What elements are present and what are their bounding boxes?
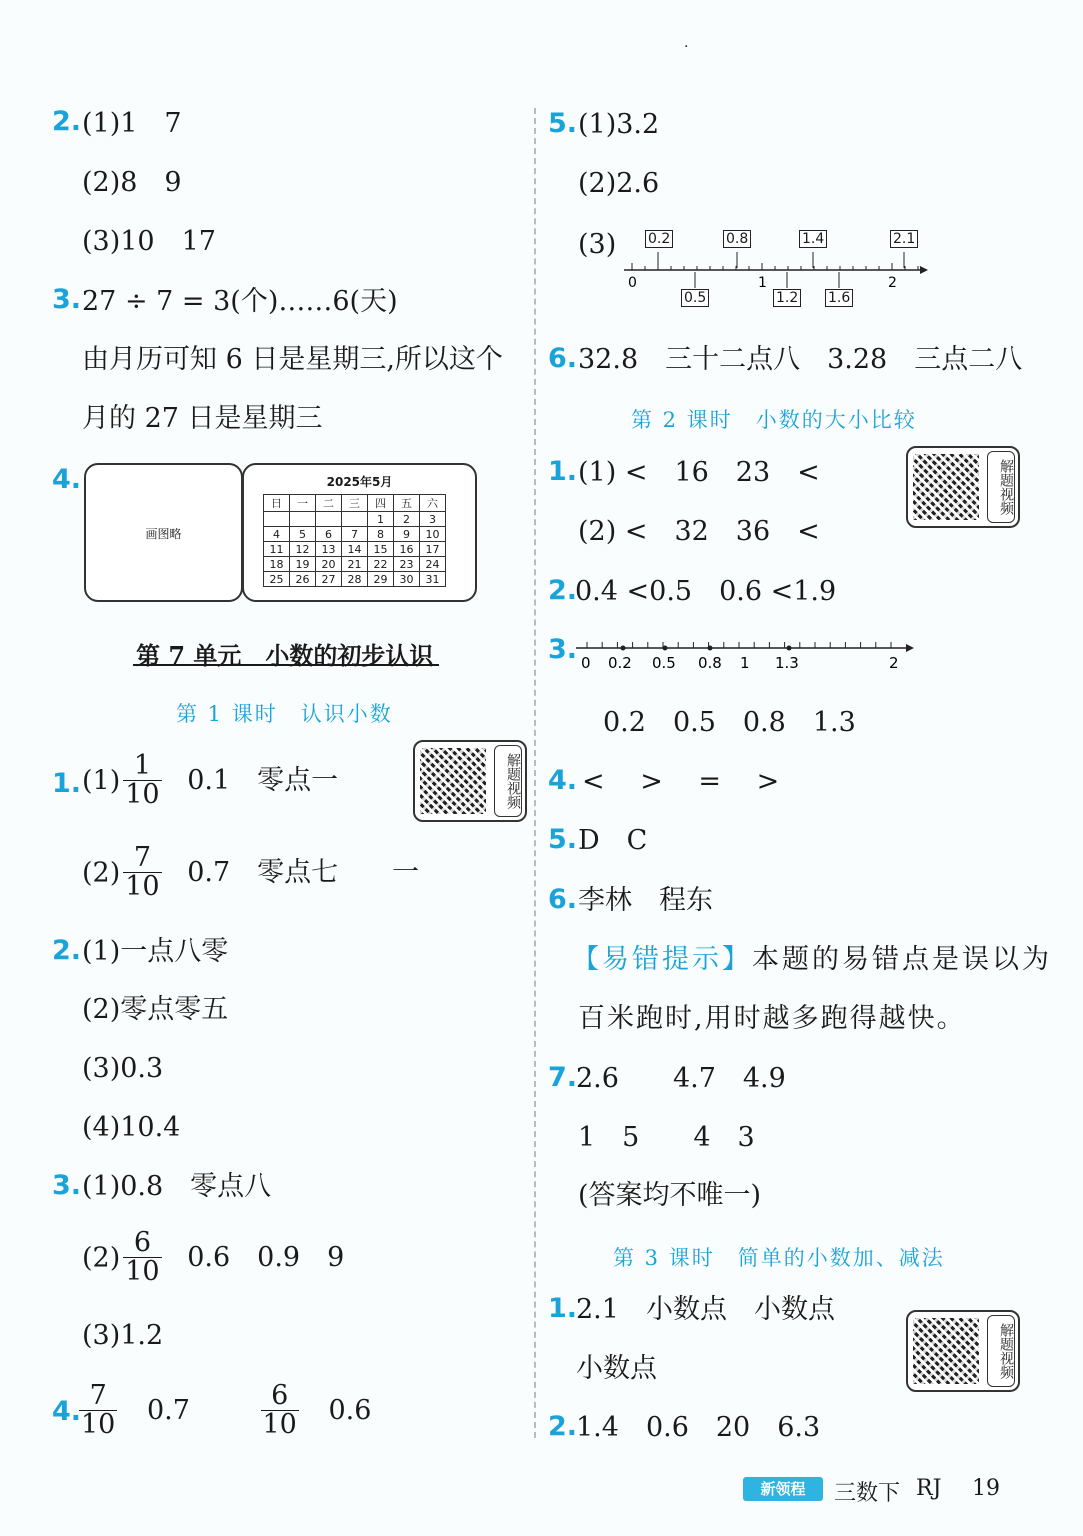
q5-part2: (2)2.6 bbox=[578, 168, 660, 199]
l2q2-number: 2. bbox=[548, 575, 578, 606]
fraction-denominator: 10 bbox=[262, 1409, 297, 1441]
tick-label: 0.5 bbox=[652, 654, 676, 672]
tip-label: 【易错提示】 bbox=[572, 944, 752, 975]
l2q5-number: 5. bbox=[548, 824, 578, 855]
fraction bbox=[79, 1382, 117, 1440]
footer-edition: RJ bbox=[916, 1476, 942, 1501]
l2q1-part1: (1) < 16 23 < bbox=[578, 457, 820, 488]
answer-box: 1.6 bbox=[825, 289, 853, 307]
fraction-denominator: 10 bbox=[81, 1409, 116, 1441]
calendar-cell: 4 bbox=[264, 527, 290, 542]
l3q2-number: 2. bbox=[548, 1411, 578, 1442]
qr-label: 解题视频 bbox=[987, 451, 1015, 523]
l1q4-value2: 0.6 bbox=[328, 1395, 372, 1427]
l2q7-line3: (答案均不唯一) bbox=[578, 1180, 762, 1211]
point-0.5 bbox=[663, 646, 668, 651]
calendar-cell: 5 bbox=[290, 527, 316, 542]
footer-subject: 三数下 bbox=[834, 1481, 901, 1506]
calendar-week-row bbox=[264, 512, 446, 527]
calendar-cell: 四 bbox=[368, 495, 394, 512]
top-dot: · bbox=[684, 39, 689, 55]
drawing-placeholder: 画图略 bbox=[145, 527, 182, 541]
qr-label: 解题视频 bbox=[987, 1315, 1015, 1387]
qr-code-pattern bbox=[913, 1318, 979, 1384]
l3q1-line1: 2.1 小数点 小数点 bbox=[576, 1294, 835, 1325]
calendar-week-row bbox=[264, 542, 446, 557]
calendar-header-row bbox=[264, 495, 446, 512]
column-divider bbox=[534, 108, 536, 1438]
fraction bbox=[123, 752, 161, 810]
qr-code-video[interactable] bbox=[906, 446, 1020, 528]
calendar-cell: 20 bbox=[316, 557, 342, 572]
l2q3-answer: 0.2 0.5 0.8 1.3 bbox=[603, 707, 856, 738]
l1q3-number: 3. bbox=[52, 1170, 82, 1201]
l1q1-part2 bbox=[82, 844, 419, 902]
l2q6-number: 6. bbox=[548, 884, 578, 915]
tick-label-0: 0 bbox=[628, 275, 637, 291]
l1q2-number: 2. bbox=[52, 935, 82, 966]
point-0.8 bbox=[708, 646, 713, 651]
fraction-denominator: 10 bbox=[125, 779, 160, 811]
tick-label: 2 bbox=[889, 654, 899, 672]
calendar-cell: 31 bbox=[420, 572, 446, 587]
q5-part1: (1)3.2 bbox=[578, 109, 660, 140]
fraction-denominator: 10 bbox=[125, 1256, 160, 1288]
fraction-numerator: 6 bbox=[123, 1229, 161, 1258]
axis-arrow bbox=[920, 266, 928, 274]
calendar-cell: 8 bbox=[368, 527, 394, 542]
calendar-cell: 五 bbox=[394, 495, 420, 512]
l2q6-tip-line2: 百米跑时,用时越多跑得越快。 bbox=[578, 1003, 966, 1034]
l1q4-number: 4. bbox=[52, 1396, 82, 1427]
fraction bbox=[123, 1229, 161, 1287]
calendar-cell: 9 bbox=[394, 527, 420, 542]
fraction bbox=[123, 844, 161, 902]
l1q1-p1-answer: 0.1 零点一 bbox=[187, 765, 339, 797]
l1q4-value1: 0.7 bbox=[146, 1395, 190, 1427]
calendar-week-row bbox=[264, 527, 446, 542]
l2q3-number-line bbox=[570, 630, 915, 675]
calendar-cell: 1 bbox=[368, 512, 394, 527]
calendar-cell: 24 bbox=[420, 557, 446, 572]
tick-label: 0.8 bbox=[698, 654, 722, 672]
q4-number: 4. bbox=[52, 464, 82, 495]
fraction-numerator: 7 bbox=[123, 844, 161, 873]
l1q3-part1: (1)0.8 零点八 bbox=[82, 1171, 272, 1202]
calendar-cell: 16 bbox=[394, 542, 420, 557]
q5-number: 5. bbox=[548, 108, 578, 139]
calendar-cell: 27 bbox=[316, 572, 342, 587]
page-number: 19 bbox=[972, 1476, 1000, 1501]
calendar-cell: 25 bbox=[264, 572, 290, 587]
l2q6-tip bbox=[572, 946, 1052, 973]
point-1.3 bbox=[787, 646, 792, 651]
l1q1-part1 bbox=[82, 752, 338, 810]
answer-box: 2.1 bbox=[890, 230, 918, 248]
l1q2-part4: (4)10.4 bbox=[82, 1112, 181, 1143]
unit-title-underline bbox=[133, 664, 439, 666]
tick-label: 1 bbox=[740, 654, 750, 672]
l1q3-part3: (3)1.2 bbox=[82, 1320, 164, 1351]
calendar-cell: 三 bbox=[342, 495, 368, 512]
calendar-cell: 29 bbox=[368, 572, 394, 587]
tick-label-2: 2 bbox=[888, 275, 897, 291]
l2q1-number: 1. bbox=[548, 456, 578, 487]
l1q3-p2-label: (2) bbox=[82, 1242, 121, 1274]
calendar-cell: 2 bbox=[394, 512, 420, 527]
q3-line3: 月的 27 日是星期三 bbox=[82, 403, 323, 434]
l1q1-p2-answer: 0.7 零点七 一 bbox=[187, 857, 420, 889]
lesson1-title: 第 1 课时 认识小数 bbox=[176, 702, 393, 726]
qr-code-video[interactable] bbox=[906, 1310, 1020, 1392]
l2q7-line2: 1 5 4 3 bbox=[578, 1122, 755, 1153]
fraction bbox=[261, 1382, 299, 1440]
q2-part1: (1)1 7 bbox=[82, 108, 182, 139]
answer-box: 0.8 bbox=[723, 230, 751, 248]
answer-box: 0.2 bbox=[645, 230, 673, 248]
l3q2-text: 1.4 0.6 20 6.3 bbox=[576, 1412, 821, 1443]
tick-label: 0.2 bbox=[608, 654, 632, 672]
calendar-cell: 15 bbox=[368, 542, 394, 557]
l1q2-part3: (3)0.3 bbox=[82, 1053, 164, 1084]
calendar-cell: 21 bbox=[342, 557, 368, 572]
l1q1-p2-label: (2) bbox=[82, 857, 121, 889]
calendar-cell: 30 bbox=[394, 572, 420, 587]
calendar-cell bbox=[264, 512, 290, 527]
calendar-cell: 28 bbox=[342, 572, 368, 587]
q6-number: 6. bbox=[548, 343, 578, 374]
lesson3-title: 第 3 课时 简单的小数加、减法 bbox=[613, 1246, 945, 1270]
q2-part3: (3)10 17 bbox=[82, 226, 216, 257]
answer-box: 1.2 bbox=[773, 289, 801, 307]
calendar-cell: 18 bbox=[264, 557, 290, 572]
brand-badge: 新领程 bbox=[743, 1477, 823, 1501]
calendar-cell: 3 bbox=[420, 512, 446, 527]
l1q3-part2 bbox=[82, 1229, 344, 1287]
lesson2-title: 第 2 课时 小数的大小比较 bbox=[631, 408, 917, 432]
axis-arrow bbox=[906, 644, 914, 652]
q3-line1: 27 ÷ 7 = 3(个)……6(天) bbox=[82, 286, 398, 317]
qr-code-pattern bbox=[913, 454, 979, 520]
calendar-cell: 六 bbox=[420, 495, 446, 512]
calendar-cell bbox=[290, 512, 316, 527]
l3q1-number: 1. bbox=[548, 1293, 578, 1324]
calendar-cell: 14 bbox=[342, 542, 368, 557]
answer-box: 1.4 bbox=[799, 230, 827, 248]
calendar-week-row bbox=[264, 572, 446, 587]
point-0.2 bbox=[621, 646, 626, 651]
tick-label: 0 bbox=[581, 654, 591, 672]
q2-number: 2. bbox=[52, 106, 82, 137]
answer-box: 0.5 bbox=[681, 289, 709, 307]
q2-part2: (2)8 9 bbox=[82, 167, 182, 198]
unit-title: 第 7 单元 小数的初步认识 bbox=[136, 641, 434, 670]
calendar-card bbox=[242, 463, 477, 602]
calendar-cell: 22 bbox=[368, 557, 394, 572]
tip-text-1: 本题的易错点是误以为 bbox=[752, 944, 1052, 975]
calendar-cell: 12 bbox=[290, 542, 316, 557]
l2q7-number: 7. bbox=[548, 1062, 578, 1093]
q3-line2: 由月历可知 6 日是星期三,所以这个 bbox=[82, 344, 503, 375]
fraction-numerator: 1 bbox=[123, 752, 161, 781]
l2q5-text: D C bbox=[578, 825, 648, 856]
l2q7-line1: 2.6 4.7 4.9 bbox=[576, 1063, 786, 1094]
qr-code-pattern bbox=[420, 748, 486, 814]
q5-part3: (3) bbox=[578, 229, 617, 260]
calendar-cell: 26 bbox=[290, 572, 316, 587]
l2q2-text: 0.4 <0.5 0.6 <1.9 bbox=[575, 576, 837, 607]
l1q2-part2: (2)零点零五 bbox=[82, 994, 229, 1025]
tick-label: 1.3 bbox=[775, 654, 799, 672]
l1q3-p2-answer: 0.6 0.9 9 bbox=[187, 1242, 345, 1274]
l1q2-part1: (1)一点八零 bbox=[82, 936, 229, 967]
calendar-cell: 23 bbox=[394, 557, 420, 572]
tick-label-1: 1 bbox=[758, 275, 767, 291]
l3q1-line2: 小数点 bbox=[576, 1353, 657, 1384]
calendar-cell bbox=[316, 512, 342, 527]
calendar-cell: 一 bbox=[290, 495, 316, 512]
calendar-cell bbox=[342, 512, 368, 527]
calendar-cell: 日 bbox=[264, 495, 290, 512]
fraction-numerator: 7 bbox=[79, 1382, 117, 1411]
q6-text: 32.8 三十二点八 3.28 三点二八 bbox=[578, 344, 1023, 375]
l1q4-answer bbox=[76, 1382, 371, 1440]
calendar-table bbox=[263, 494, 446, 587]
q3-number: 3. bbox=[52, 284, 82, 315]
calendar-cell: 二 bbox=[316, 495, 342, 512]
calendar-cell: 19 bbox=[290, 557, 316, 572]
fraction-numerator: 6 bbox=[261, 1382, 299, 1411]
qr-code-video[interactable] bbox=[413, 740, 527, 822]
calendar-week-row bbox=[264, 557, 446, 572]
calendar-cell: 6 bbox=[316, 527, 342, 542]
l2q4-text: < > = > bbox=[582, 766, 780, 797]
calendar-cell: 17 bbox=[420, 542, 446, 557]
calendar-cell: 11 bbox=[264, 542, 290, 557]
l2q4-number: 4. bbox=[548, 765, 578, 796]
calendar-cell: 7 bbox=[342, 527, 368, 542]
l1q1-p1-label: (1) bbox=[82, 765, 121, 797]
fraction-denominator: 10 bbox=[125, 871, 160, 903]
l2q6-text: 李林 程东 bbox=[578, 885, 713, 916]
calendar-cell: 13 bbox=[316, 542, 342, 557]
drawing-area bbox=[84, 463, 243, 602]
l1q1-number: 1. bbox=[52, 768, 82, 799]
l2q1-part2: (2) < 32 36 < bbox=[578, 516, 820, 547]
qr-label: 解题视频 bbox=[494, 745, 522, 817]
calendar-cell: 10 bbox=[420, 527, 446, 542]
l2q3-number: 3. bbox=[548, 634, 578, 665]
calendar-title: 2025年5月 bbox=[326, 475, 393, 489]
